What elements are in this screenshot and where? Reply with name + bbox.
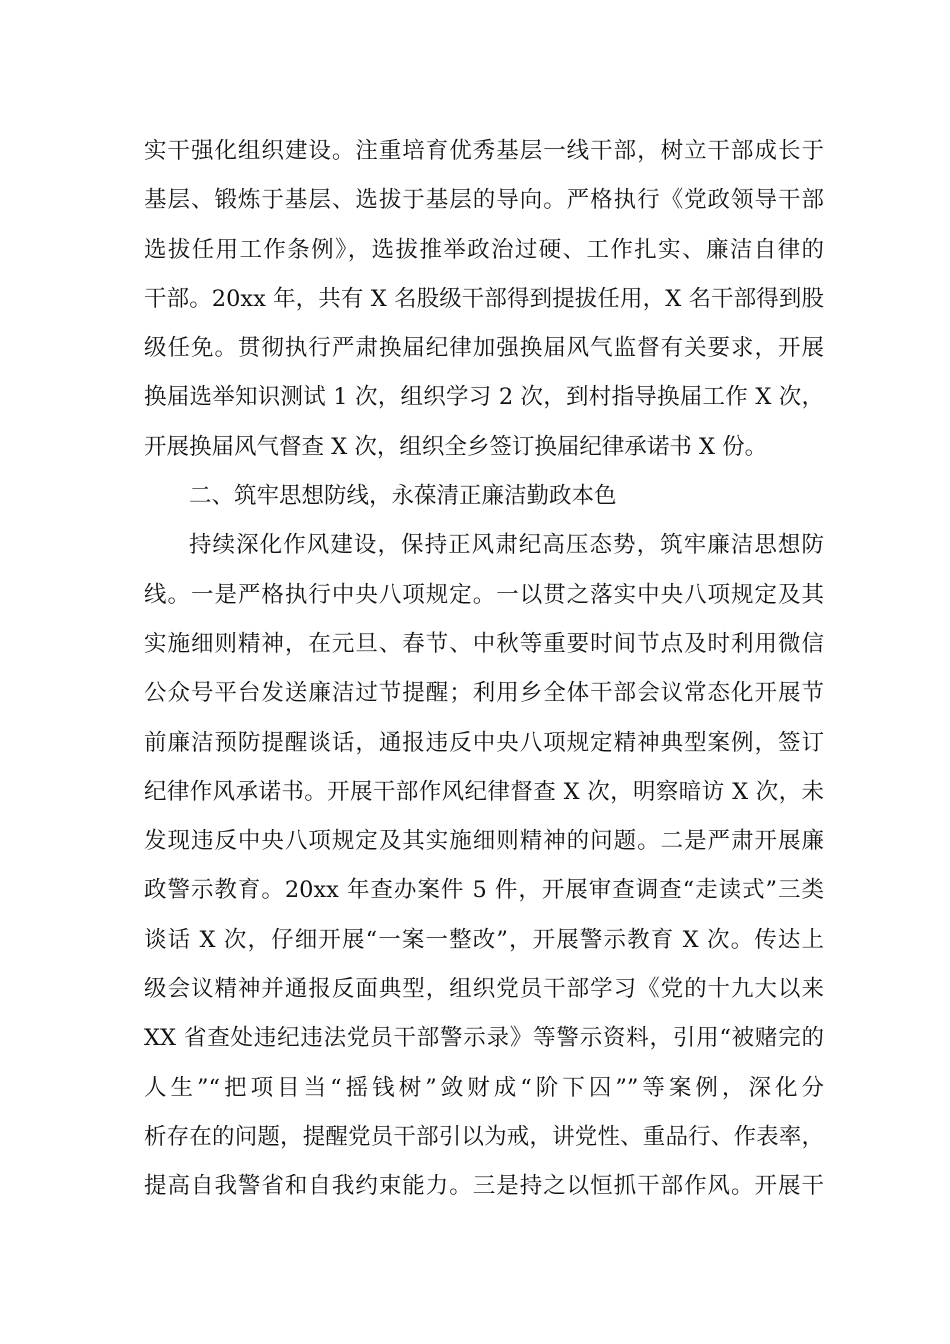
text-line: 选拔任用工作条例》，选拔推举政治过硬、工作扎实、廉洁自律的: [144, 236, 824, 263]
text-line: 发现违反中央八项规定及其实施细则精神的问题。二是严肃开展廉: [144, 828, 824, 855]
text-line: 级任免。贯彻执行严肃换届纪律加强换届风气监督有关要求，开展: [144, 335, 824, 362]
text-line: 纪律作风承诺书。开展干部作风纪律督查 X 次，明察暗访 X 次，未: [144, 778, 824, 805]
text-line: 公众号平台发送廉洁过节提醒；利用乡全体干部会议常态化开展节: [144, 680, 824, 707]
text-line: XX 省查处违纪违法党员干部警示录》等警示资料，引用“被赌完的: [144, 1025, 824, 1052]
text-line: 析存在的问题，提醒党员干部引以为戒，讲党性、重品行、作表率，: [144, 1123, 824, 1150]
text-line: 级会议精神并通报反面典型，组织党员干部学习《党的十九大以来: [144, 976, 824, 1003]
text-line: 开展换届风气督查 X 次，组织全乡签订换届纪律承诺书 X 份。: [144, 433, 768, 460]
text-line: 线。一是严格执行中央八项规定。一以贯之落实中央八项规定及其: [144, 581, 824, 608]
text-line: 基层、锻炼于基层、选拔于基层的导向。严格执行《党政领导干部: [144, 187, 824, 214]
text-line: 前廉洁预防提醒谈话，通报违反中央八项规定精神典型案例，签订: [144, 729, 824, 756]
section-heading: 二、筑牢思想防线，永葆清正廉洁勤政本色: [189, 483, 617, 510]
text-line: 政警示教育。20xx 年查办案件 5 件，开展审查调查“走读式”三类: [144, 877, 824, 904]
paragraph-integrity-defense: [144, 521, 824, 1211]
text-line: 干部。20xx 年，共有 X 名股级干部得到提拔任用，X 名干部得到股: [144, 285, 824, 312]
text-line: 人生”“把项目当“摇钱树”敛财成“阶下囚””等案例，深化分: [144, 1074, 824, 1101]
document-body: [144, 127, 824, 1212]
text-line: 持续深化作风建设，保持正风肃纪高压态势，筑牢廉洁思想防: [189, 532, 824, 559]
text-line: 谈话 X 次，仔细开展“一案一整改”，开展警示教育 X 次。传达上: [144, 926, 824, 953]
text-line: 换届选举知识测试 1 次，组织学习 2 次，到村指导换届工作 X 次，: [144, 384, 824, 411]
paragraph-organization-building: [144, 127, 824, 472]
text-line: 实施细则精神，在元旦、春节、中秋等重要时间节点及时利用微信: [144, 630, 824, 657]
text-line: 提高自我警省和自我约束能力。三是持之以恒抓干部作风。开展干: [144, 1173, 824, 1200]
text-line: 实干强化组织建设。注重培育优秀基层一线干部，树立干部成长于: [144, 138, 824, 164]
